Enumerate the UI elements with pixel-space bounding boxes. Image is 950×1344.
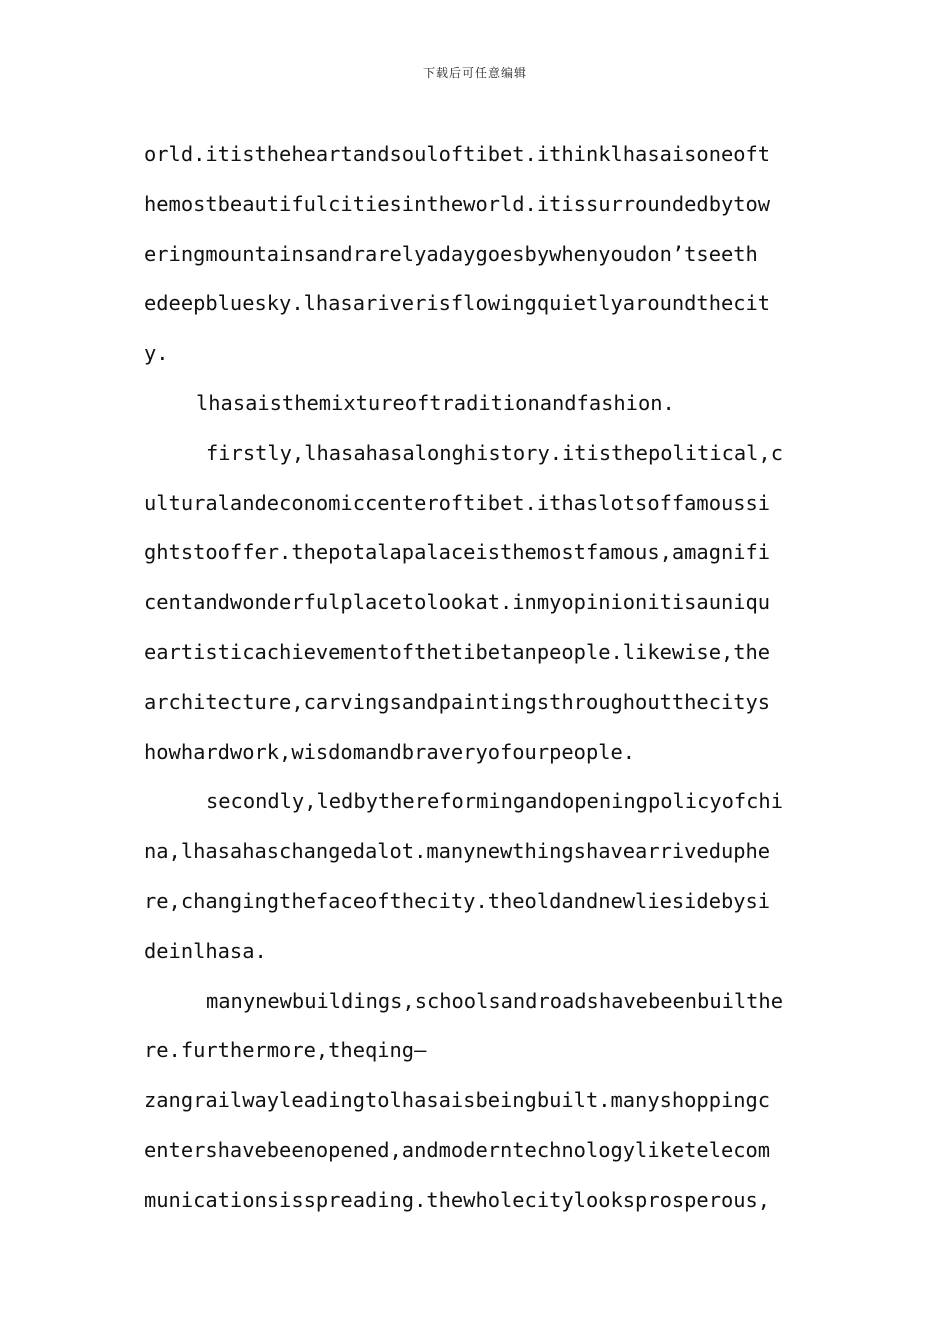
text-line: ghtstooffer.thepotalapalaceisthemostfamous,amagnifi [144,540,771,565]
text-line: architecture,carvingsandpaintingsthroughoutthecitys [144,689,771,714]
page-header: 下载后可任意编辑 [422,66,527,80]
text-line: eringmountainsandrarelyadaygoesbywhenyoudon’tseeth [144,241,758,266]
text-line: howhardwork,wisdomandbraveryofourpeople. [144,739,636,764]
document-body [144,130,824,1226]
text-line: eartisticachievementofthetibetanpeople.likewise,the [144,639,771,664]
paragraph-first-line: manynewbuildings,schoolsandroadshavebeenbuilthe [206,988,783,1013]
text-line: hemostbeautifulcitiesintheworld.itissurroundedbytow [144,191,771,216]
text-line: na,lhasahaschangedalot.manynewthingshavearriveduphe [144,839,771,864]
paragraph-first-line: secondly,ledbythereformingandopeningpolicyofchi [206,789,783,814]
text-line: deinlhasa. [144,938,267,963]
text-line: re.furthermore,theqing— [144,1038,427,1063]
text-line: y. [144,341,169,366]
text-line: edeepbluesky.lhasariverisflowingquietlyaroundthecit [144,291,771,316]
text-line: zangrailwayleadingtolhasaisbeingbuilt.manyshoppingc [144,1088,771,1113]
text-line: entershavebeenopened,andmoderntechnologyliketelecom [144,1137,771,1162]
paragraph-first-line: firstly,lhasahasalonghistory.itisthepolitical,c [206,440,783,465]
paragraph-heading-line: lhasaisthemixtureoftraditionandfashion. [196,390,675,415]
text-line: orld.itistheheartandsouloftibet.ithinklhasaisoneoft [144,142,771,166]
text-line: ulturalandeconomiccenteroftibet.ithaslotsoffamoussi [144,490,771,515]
text-line: centandwonderfulplacetolookat.inmyopinionitisauniqu [144,590,771,615]
text-line: re,changingthefaceofthecity.theoldandnewliesidebysi [144,888,771,913]
text-line: municationsisspreading.thewholecitylooksprosperous, [144,1187,771,1212]
